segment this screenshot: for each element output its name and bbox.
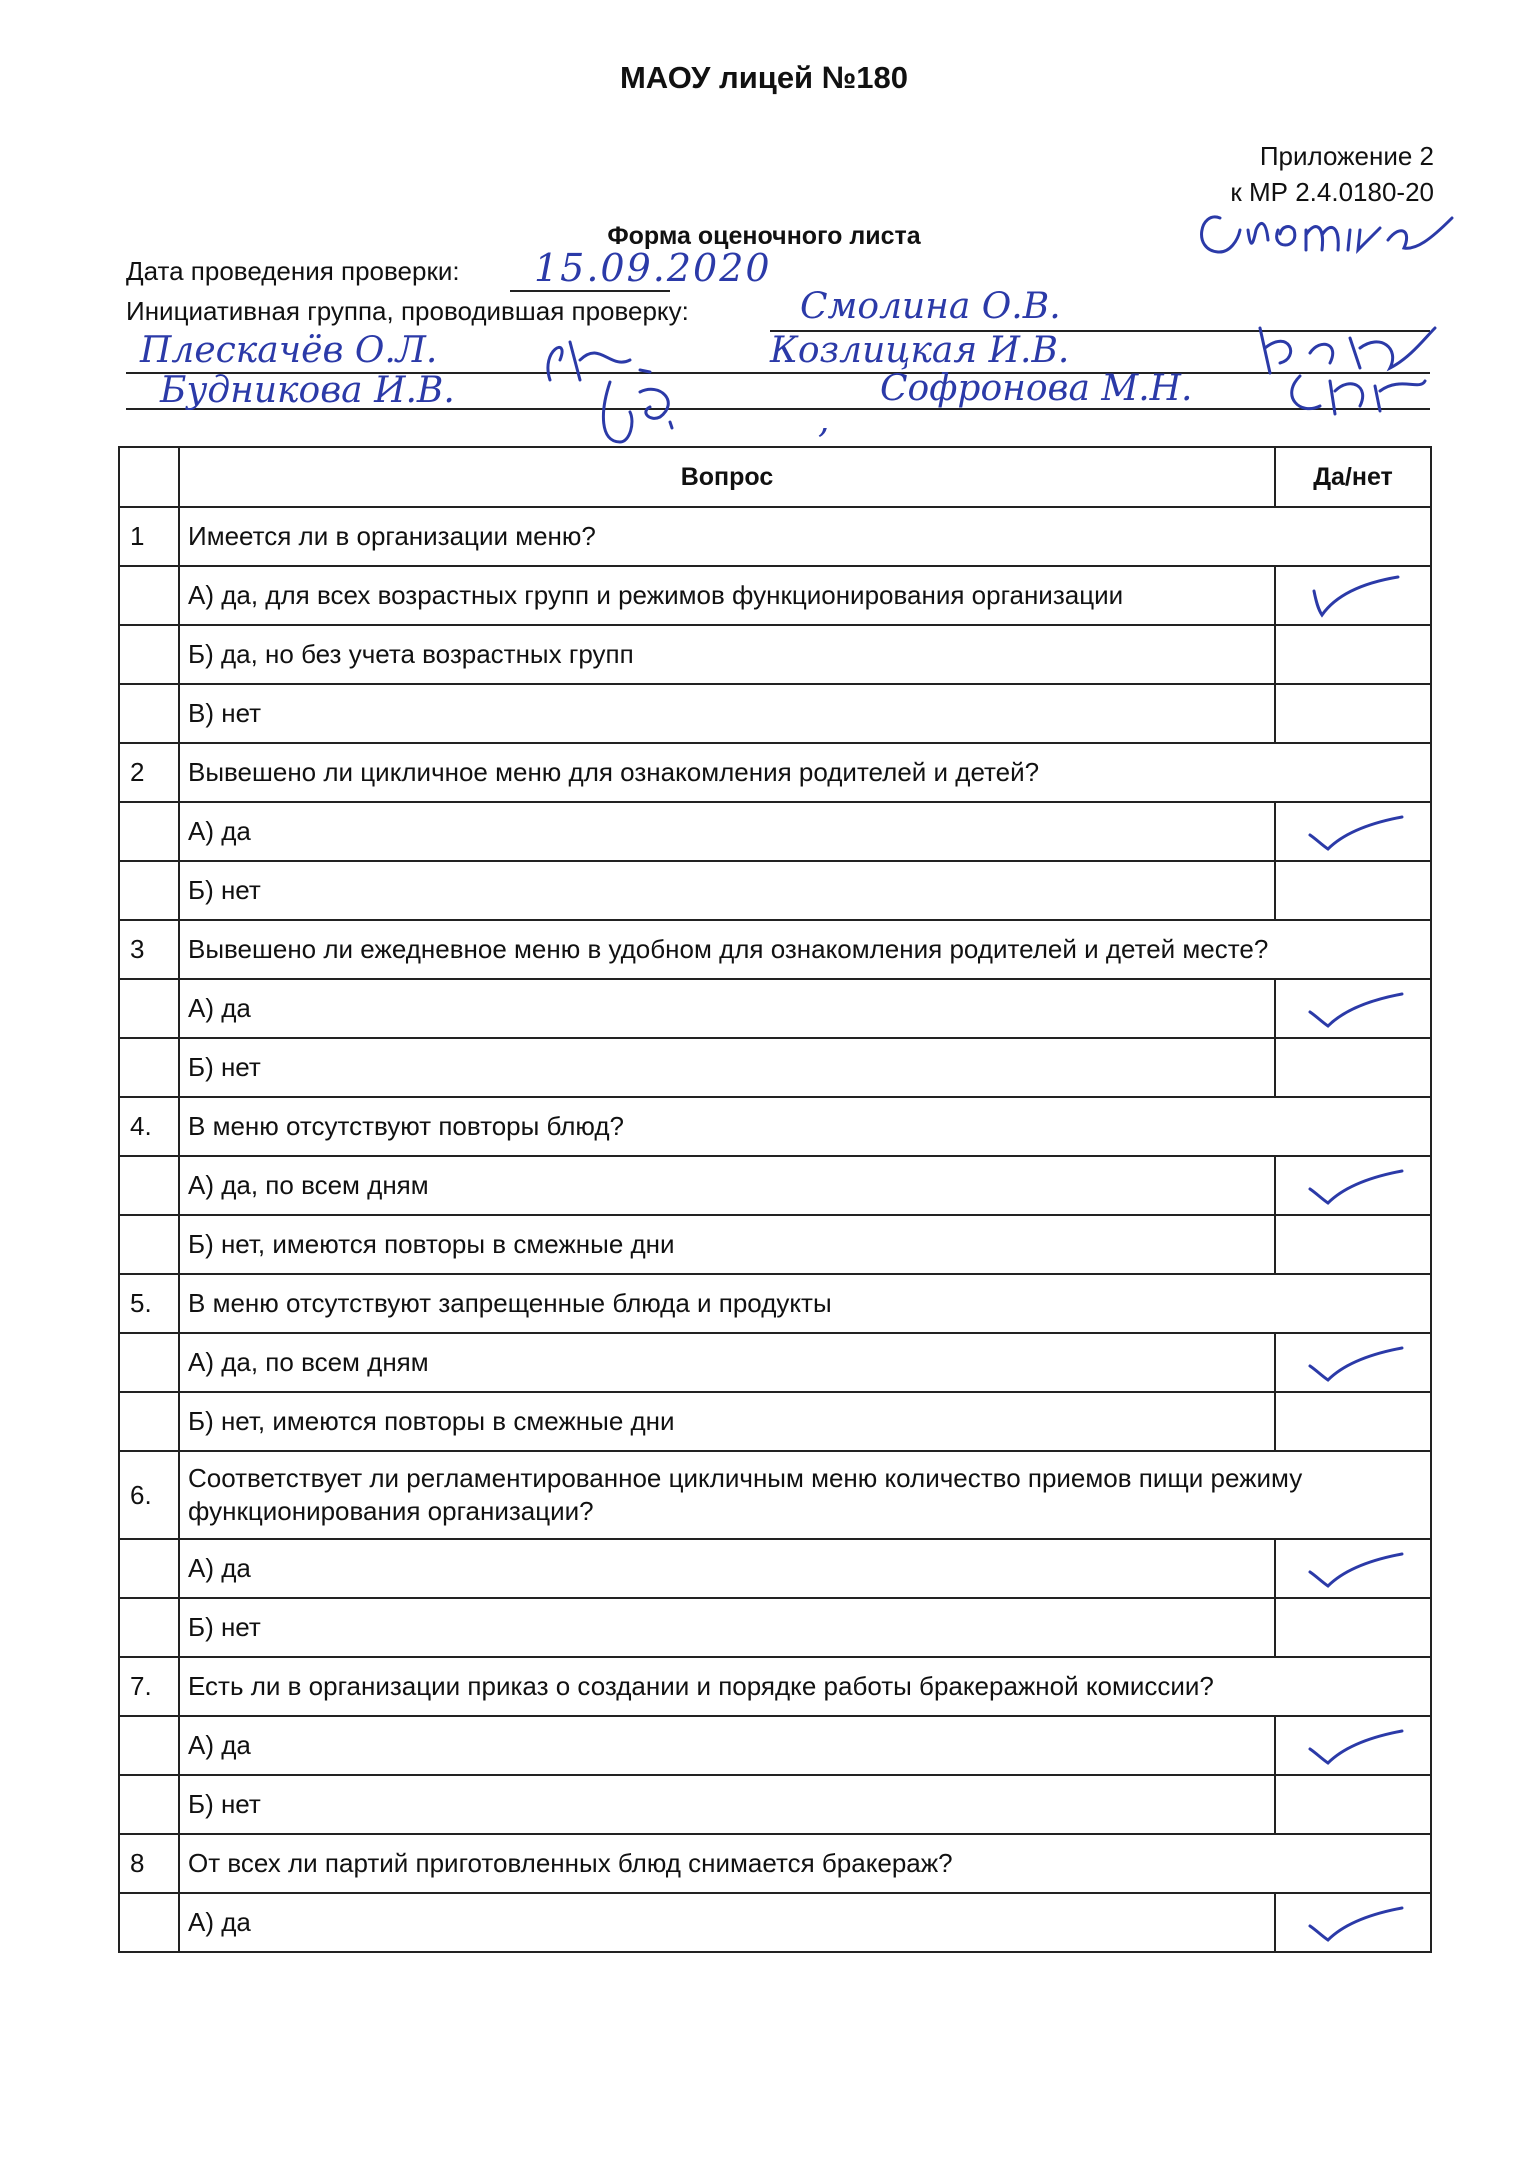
signature-5 xyxy=(1280,366,1430,420)
member-name-4: Будникова И.В. xyxy=(160,370,455,411)
option-text: Б) нет, имеются повторы в смежные дни xyxy=(179,1392,1275,1451)
handwritten-check-icon xyxy=(1306,573,1406,619)
question-text: В меню отсутствуют повторы блюд? xyxy=(179,1097,1431,1156)
row-number xyxy=(119,1716,179,1775)
question-row xyxy=(119,920,1431,979)
question-row xyxy=(119,1657,1431,1716)
row-number: 1 xyxy=(119,507,179,566)
table-body xyxy=(119,507,1431,1952)
handwritten-check-icon xyxy=(1306,1340,1406,1386)
organization-title: МАОУ лицей №180 xyxy=(619,60,909,95)
header-number xyxy=(119,447,179,507)
question-row xyxy=(119,1097,1431,1156)
option-text: А) да, по всем дням xyxy=(179,1333,1275,1392)
answer-cell[interactable] xyxy=(1275,1893,1431,1952)
handwritten-check-icon xyxy=(1306,986,1406,1032)
option-row xyxy=(119,1598,1431,1657)
option-row xyxy=(119,802,1431,861)
row-number xyxy=(119,1392,179,1451)
option-text: А) да xyxy=(179,1539,1275,1598)
question-row xyxy=(119,743,1431,802)
row-number: 7. xyxy=(119,1657,179,1716)
member-name-3: Козлицкая И.В. xyxy=(770,330,1070,371)
row-number xyxy=(119,1539,179,1598)
answer-cell[interactable] xyxy=(1275,566,1431,625)
table-header-row xyxy=(119,447,1431,507)
option-text: Б) нет xyxy=(179,861,1275,920)
option-text: Б) нет xyxy=(179,1775,1275,1834)
header-answer: Да/нет xyxy=(1275,447,1431,507)
answer-cell[interactable] xyxy=(1275,1038,1431,1097)
row-number: 6. xyxy=(119,1451,179,1539)
handwritten-check-icon xyxy=(1306,1163,1406,1209)
option-row xyxy=(119,1215,1431,1274)
appendix-line-2: к МР 2.4.0180-20 xyxy=(1230,177,1434,207)
question-text: В меню отсутствуют запрещенные блюда и продукты xyxy=(179,1274,1431,1333)
answer-cell[interactable] xyxy=(1275,1156,1431,1215)
option-row xyxy=(119,1893,1431,1952)
answer-cell[interactable] xyxy=(1275,1333,1431,1392)
option-row xyxy=(119,1775,1431,1834)
option-row xyxy=(119,861,1431,920)
answer-cell[interactable] xyxy=(1275,625,1431,684)
question-text: Есть ли в организации приказ о создании и порядке работы бракеражной комиссии? xyxy=(179,1657,1431,1716)
option-text: А) да, по всем дням xyxy=(179,1156,1275,1215)
member-name-2: Плескачёв О.Л. xyxy=(140,330,438,371)
handwritten-check-icon xyxy=(1306,809,1406,855)
evaluation-table xyxy=(118,446,1432,1953)
option-text: А) да xyxy=(179,1893,1275,1952)
option-row xyxy=(119,625,1431,684)
question-text: Имеется ли в организации меню? xyxy=(179,507,1431,566)
appendix-line-1: Приложение 2 xyxy=(1259,141,1434,171)
option-text: Б) нет, имеются повторы в смежные дни xyxy=(179,1215,1275,1274)
row-number xyxy=(119,566,179,625)
separator-comma: , xyxy=(818,400,830,441)
option-row xyxy=(119,979,1431,1038)
row-number xyxy=(119,1893,179,1952)
option-text: Б) нет xyxy=(179,1598,1275,1657)
row-number xyxy=(119,802,179,861)
question-text: От всех ли партий приготовленных блюд снимается бракераж? xyxy=(179,1834,1431,1893)
date-underline xyxy=(510,290,670,292)
option-text: Б) да, но без учета возрастных групп xyxy=(179,625,1275,684)
handwritten-check-icon xyxy=(1306,1723,1406,1769)
option-row xyxy=(119,1156,1431,1215)
option-row xyxy=(119,1392,1431,1451)
question-row xyxy=(119,1451,1431,1539)
row-number: 4. xyxy=(119,1097,179,1156)
answer-cell[interactable] xyxy=(1275,1392,1431,1451)
member-name-1: Смолина О.В. xyxy=(800,286,1061,327)
question-row xyxy=(119,1834,1431,1893)
answer-cell[interactable] xyxy=(1275,1539,1431,1598)
row-number xyxy=(119,684,179,743)
group-label: Инициативная группа, проводившая проверку: xyxy=(126,296,689,326)
row-number xyxy=(119,1156,179,1215)
answer-cell[interactable] xyxy=(1275,802,1431,861)
option-text: Б) нет xyxy=(179,1038,1275,1097)
row-number xyxy=(119,1333,179,1392)
inspection-date: 15.09.2020 xyxy=(534,246,772,290)
handwritten-check-icon xyxy=(1306,1546,1406,1592)
question-row xyxy=(119,507,1431,566)
answer-cell[interactable] xyxy=(1275,1598,1431,1657)
row-number: 8 xyxy=(119,1834,179,1893)
row-number: 3 xyxy=(119,920,179,979)
header-question: Вопрос xyxy=(179,447,1275,507)
option-row xyxy=(119,684,1431,743)
question-text: Вывешено ли цикличное меню для ознакомления родителей и детей? xyxy=(179,743,1431,802)
question-text: Соответствует ли регламентированное цикличным меню количество приемов пищи режиму функционирования организации? xyxy=(179,1451,1431,1539)
answer-cell[interactable] xyxy=(1275,684,1431,743)
signature-4 xyxy=(590,372,700,452)
member-name-5: Софронова М.Н. xyxy=(880,368,1193,409)
option-row xyxy=(119,566,1431,625)
handwritten-check-icon xyxy=(1306,1900,1406,1946)
option-row xyxy=(119,1038,1431,1097)
option-row xyxy=(119,1716,1431,1775)
answer-cell[interactable] xyxy=(1275,861,1431,920)
row-number: 2 xyxy=(119,743,179,802)
option-row xyxy=(119,1539,1431,1598)
row-number xyxy=(119,861,179,920)
option-text: А) да xyxy=(179,802,1275,861)
form-title: Форма оценочного листа xyxy=(607,222,921,250)
option-text: А) да xyxy=(179,1716,1275,1775)
answer-cell[interactable] xyxy=(1275,1775,1431,1834)
row-number xyxy=(119,1598,179,1657)
answer-cell[interactable] xyxy=(1275,979,1431,1038)
option-row xyxy=(119,1333,1431,1392)
answer-cell[interactable] xyxy=(1275,1215,1431,1274)
question-text: Вывешено ли ежедневное меню в удобном для ознакомления родителей и детей месте? xyxy=(179,920,1431,979)
option-text: А) да, для всех возрастных групп и режимов функционирования организации xyxy=(179,566,1275,625)
row-number xyxy=(119,625,179,684)
option-text: В) нет xyxy=(179,684,1275,743)
row-number xyxy=(119,1038,179,1097)
option-text: А) да xyxy=(179,979,1275,1038)
row-number: 5. xyxy=(119,1274,179,1333)
row-number xyxy=(119,1775,179,1834)
row-number xyxy=(119,1215,179,1274)
answer-cell[interactable] xyxy=(1275,1716,1431,1775)
row-number xyxy=(119,979,179,1038)
date-label: Дата проведения проверки: xyxy=(126,256,460,286)
question-row xyxy=(119,1274,1431,1333)
